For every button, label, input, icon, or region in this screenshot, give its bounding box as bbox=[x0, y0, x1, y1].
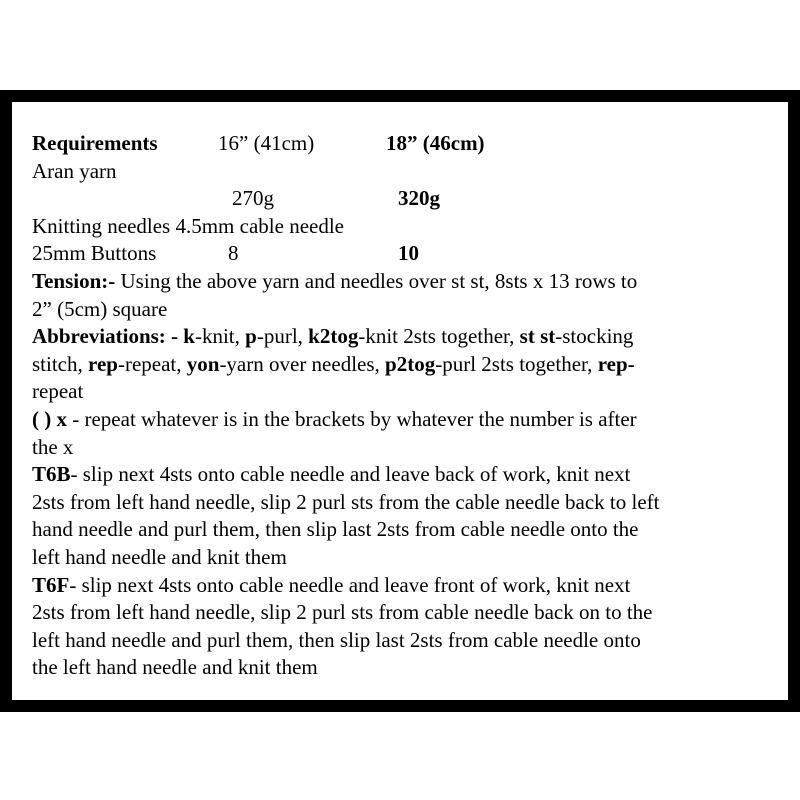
t6f-line-3: left hand needle and purl them, then slip last 2sts from cable needle onto bbox=[32, 627, 641, 652]
tension-text-1: Using the above yarn and needles over st st, 8sts x 13 rows to bbox=[115, 268, 638, 293]
t6b-line-1 bbox=[32, 461, 782, 489]
t6b-label: T6B bbox=[32, 462, 71, 487]
abbr-p2tog: p2tog bbox=[385, 351, 436, 376]
brackets-line-2: the x bbox=[32, 434, 74, 459]
abbr-k: k bbox=[178, 324, 195, 349]
abbr-k2tog-text: -knit 2sts together, bbox=[358, 324, 520, 349]
abbr-k2tog: k2tog bbox=[308, 324, 359, 349]
abbr-yon: yon bbox=[186, 351, 220, 376]
needles-line: Knitting needles 4.5mm cable needle bbox=[32, 213, 344, 238]
abbr-stst-text: -stocking bbox=[555, 324, 634, 349]
yarn-large: 320g bbox=[398, 186, 440, 211]
abbr-rep-text: -repeat, bbox=[117, 351, 187, 376]
requirements-row bbox=[32, 130, 782, 158]
size-small: 16” (41cm) bbox=[218, 131, 315, 155]
brackets-label: ( ) x bbox=[32, 406, 67, 431]
abbr-k-text: -knit, bbox=[194, 324, 246, 349]
t6f-label: T6F bbox=[32, 572, 70, 597]
buttons-row bbox=[32, 240, 782, 268]
tension-label: Tension:- bbox=[32, 268, 116, 293]
abbreviations-line-1 bbox=[32, 323, 782, 351]
document-frame bbox=[0, 90, 800, 712]
abbreviations-line-3: repeat bbox=[32, 379, 84, 404]
abbr-rep: rep bbox=[88, 351, 118, 376]
abbr-stitch-text: stitch, bbox=[32, 351, 88, 376]
t6f-line-1 bbox=[32, 572, 782, 600]
abbr-stst: st st bbox=[519, 324, 556, 349]
pattern-text bbox=[32, 130, 782, 682]
t6b-text-1: - slip next 4sts onto cable needle and leave back of work, knit next bbox=[70, 462, 631, 487]
t6f-line-4: the left hand needle and knit them bbox=[32, 655, 318, 680]
buttons-small: 8 bbox=[228, 241, 239, 266]
document-page bbox=[12, 102, 788, 700]
yarn-label: Aran yarn bbox=[32, 158, 117, 183]
t6b-line-2: 2sts from left hand needle, slip 2 purl sts from the cable needle back to left bbox=[32, 489, 660, 514]
buttons-label: 25mm Buttons bbox=[32, 241, 157, 266]
abbr-p2tog-text: -purl 2sts together, bbox=[435, 351, 598, 376]
tension-line-1 bbox=[32, 268, 782, 296]
abbreviations-label: Abbreviations: - bbox=[32, 324, 179, 349]
t6f-line-2: 2sts from left hand needle, slip 2 purl sts from cable needle back on to the bbox=[32, 600, 653, 625]
abbr-yon-text: -yarn over needles, bbox=[219, 351, 386, 376]
size-large: 18” (46cm) bbox=[386, 131, 485, 155]
t6b-line-4: left hand needle and knit them bbox=[32, 544, 287, 569]
t6f-text-1: - slip next 4sts onto cable needle and leave front of work, knit next bbox=[69, 572, 631, 597]
buttons-large: 10 bbox=[398, 241, 419, 266]
requirements-heading: Requirements bbox=[32, 131, 158, 155]
t6b-line-3: hand needle and purl them, then slip last 2sts from cable needle onto the bbox=[32, 517, 639, 542]
abbr-rep-2: rep- bbox=[597, 351, 635, 376]
abbr-p-text: -purl, bbox=[256, 324, 309, 349]
brackets-text-1: - repeat whatever is in the brackets by whatever the number is after bbox=[67, 406, 637, 431]
abbr-p: p bbox=[245, 324, 257, 349]
tension-line-2: 2” (5cm) square bbox=[32, 296, 168, 321]
brackets-line-1 bbox=[32, 406, 782, 434]
yarn-row bbox=[32, 185, 782, 213]
abbreviations-line-2 bbox=[32, 351, 782, 379]
yarn-small: 270g bbox=[232, 186, 274, 211]
